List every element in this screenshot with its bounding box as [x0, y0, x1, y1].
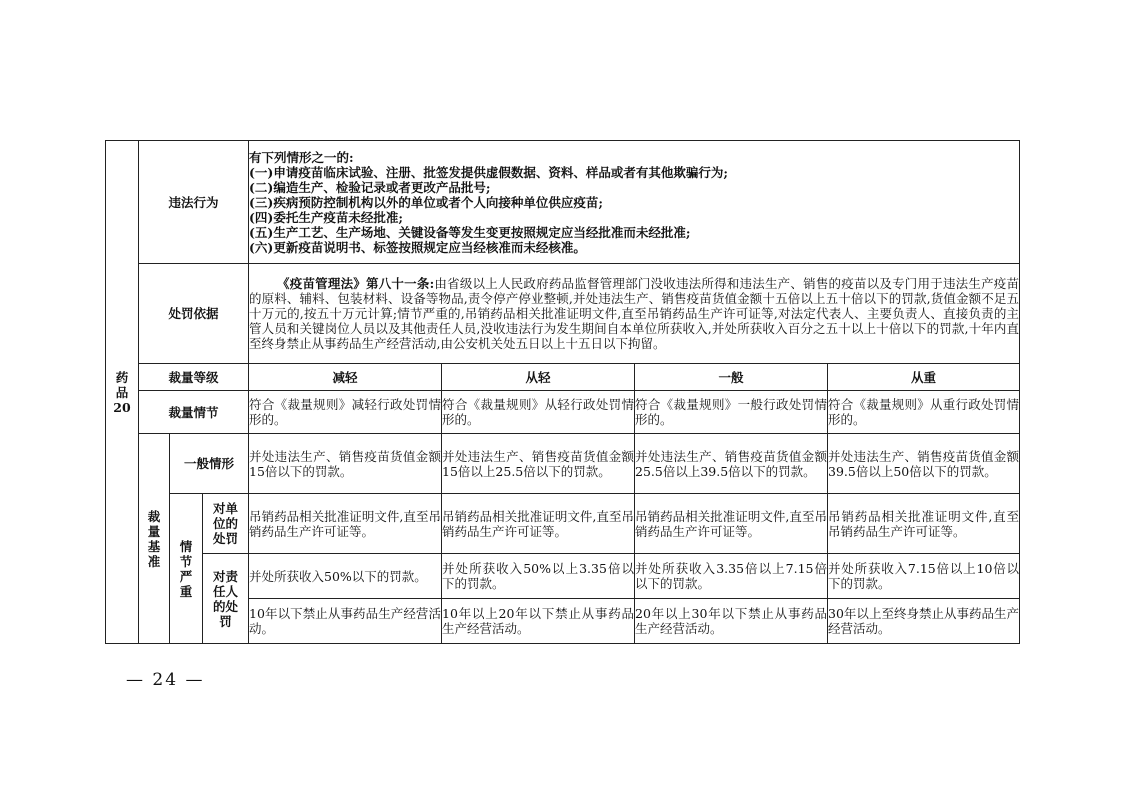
unit-cell: 吊销药品相关批准证明文件,直至吊销药品生产许可证等。	[828, 494, 1020, 554]
violation-line: (三)疾病预防控制机构以外的单位或者个人向接种单位供应疫苗;	[249, 194, 603, 210]
general-cell: 并处违法生产、销售疫苗货值金额39.5倍以上50倍以下的罚款。	[828, 434, 1020, 494]
circumstance-cell: 符合《裁量规则》减轻行政处罚情形的。	[249, 391, 442, 434]
person-ban-cell: 20年以上30年以下禁止从事药品生产经营活动。	[635, 599, 828, 644]
unit-label: 对单 位的 处罚	[213, 501, 239, 546]
unit-cell: 吊销药品相关批准证明文件,直至吊销药品生产许可证等。	[442, 494, 635, 554]
severe-label: 情 节 严 重	[179, 538, 193, 599]
person-ban-cell: 10年以下禁止从事药品生产经营活动。	[249, 599, 442, 644]
page-number: — 24 —	[126, 670, 205, 690]
standard-label-cell	[139, 434, 170, 644]
basis-lead: 《疫苗管理法》第八十一条:	[277, 276, 435, 291]
person-fine-cell: 并处所获收入7.15倍以上10倍以下的罚款。	[828, 554, 1020, 599]
level-severe: 从重	[828, 364, 1020, 391]
general-cell: 并处违法生产、销售疫苗货值金额15倍以下的罚款。	[249, 434, 442, 494]
severe-label-cell	[170, 494, 203, 644]
person-fine-cell: 并处所获收入3.35倍以上7.15倍以下的罚款。	[635, 554, 828, 599]
violation-content	[249, 141, 1020, 264]
general-cell: 并处违法生产、销售疫苗货值金额15倍以上25.5倍以下的罚款。	[442, 434, 635, 494]
violation-line: (四)委托生产疫苗未经批准;	[249, 209, 403, 225]
unit-cell: 吊销药品相关批准证明文件,直至吊销药品生产许可证等。	[249, 494, 442, 554]
person-fine-cell: 并处所获收入50%以上3.35倍以下的罚款。	[442, 554, 635, 599]
violation-line: (六)更新疫苗说明书、标签按照规定应当经核准而未经核准。	[249, 239, 586, 255]
general-label-cell	[170, 434, 249, 494]
unit-cell: 吊销药品相关批准证明文件,直至吊销药品生产许可证等。	[635, 494, 828, 554]
standard-label: 裁 量 基 准	[147, 508, 161, 569]
person-fine-cell: 并处所获收入50%以下的罚款。	[249, 554, 442, 599]
level-general: 一般	[635, 364, 828, 391]
basis-content	[249, 264, 1020, 364]
unit-label-cell	[203, 494, 249, 554]
person-label-cell	[203, 554, 249, 644]
person-ban-cell: 10年以上20年以下禁止从事药品生产经营活动。	[442, 599, 635, 644]
violation-label: 违法行为	[139, 141, 249, 264]
level-label: 裁量等级	[139, 364, 249, 391]
level-lenient: 从轻	[442, 364, 635, 391]
general-cell: 并处违法生产、销售疫苗货值金额25.5倍以上39.5倍以下的罚款。	[635, 434, 828, 494]
violation-line: (一)申请疫苗临床试验、注册、批签发提供虚假数据、资料、样品或者有其他欺骗行为;	[249, 164, 728, 180]
penalty-table	[105, 140, 1020, 644]
violation-line: 有下列情形之一的:	[249, 149, 354, 165]
basis-text: 由省级以上人民政府药品监督管理部门没收违法所得和违法生产、销售的疫苗以及专门用于违法生产疫苗的原料、辅料、包装材料、设备等物品,责令停产停业整顿,并处违法生产、销售疫苗货值金额十五倍以上五十倍以下的罚款,货值金额不足五十万元的,按五十万元计算;情节严重的,吊销药品相关批准证明文件,直至吊销药品生产许可证等,对法定代表人、主要负责人、直接负责的主管人员和关键岗位人员以及其他责任人员,没收违法行为发生期间自本单位所获收入,并处所获收入百分之五十以上十倍以下的罚款,十年内直至终身禁止从事药品生产经营活动,由公安机关处五日以上十五日以下拘留。	[249, 276, 1020, 351]
level-mitigated: 减轻	[249, 364, 442, 391]
circumstance-cell: 符合《裁量规则》从重行政处罚情形的。	[828, 391, 1020, 434]
violation-line: (二)编造生产、检验记录或者更改产品批号;	[249, 179, 491, 195]
person-ban-cell: 30年以上至终身禁止从事药品生产经营活动。	[828, 599, 1020, 644]
circumstance-cell: 符合《裁量规则》从轻行政处罚情形的。	[442, 391, 635, 434]
person-label: 对责 任人 的处 罚	[213, 568, 239, 629]
violation-line: (五)生产工艺、生产场地、关键设备等发生变更按照规定应当经批准而未经批准;	[249, 224, 691, 240]
item-label: 药 品 20	[113, 369, 131, 415]
item-label-cell	[106, 141, 139, 644]
general-label: 一般情形	[183, 456, 235, 471]
basis-label: 处罚依据	[139, 264, 249, 364]
circumstance-label: 裁量情节	[139, 391, 249, 434]
circumstance-cell: 符合《裁量规则》一般行政处罚情形的。	[635, 391, 828, 434]
